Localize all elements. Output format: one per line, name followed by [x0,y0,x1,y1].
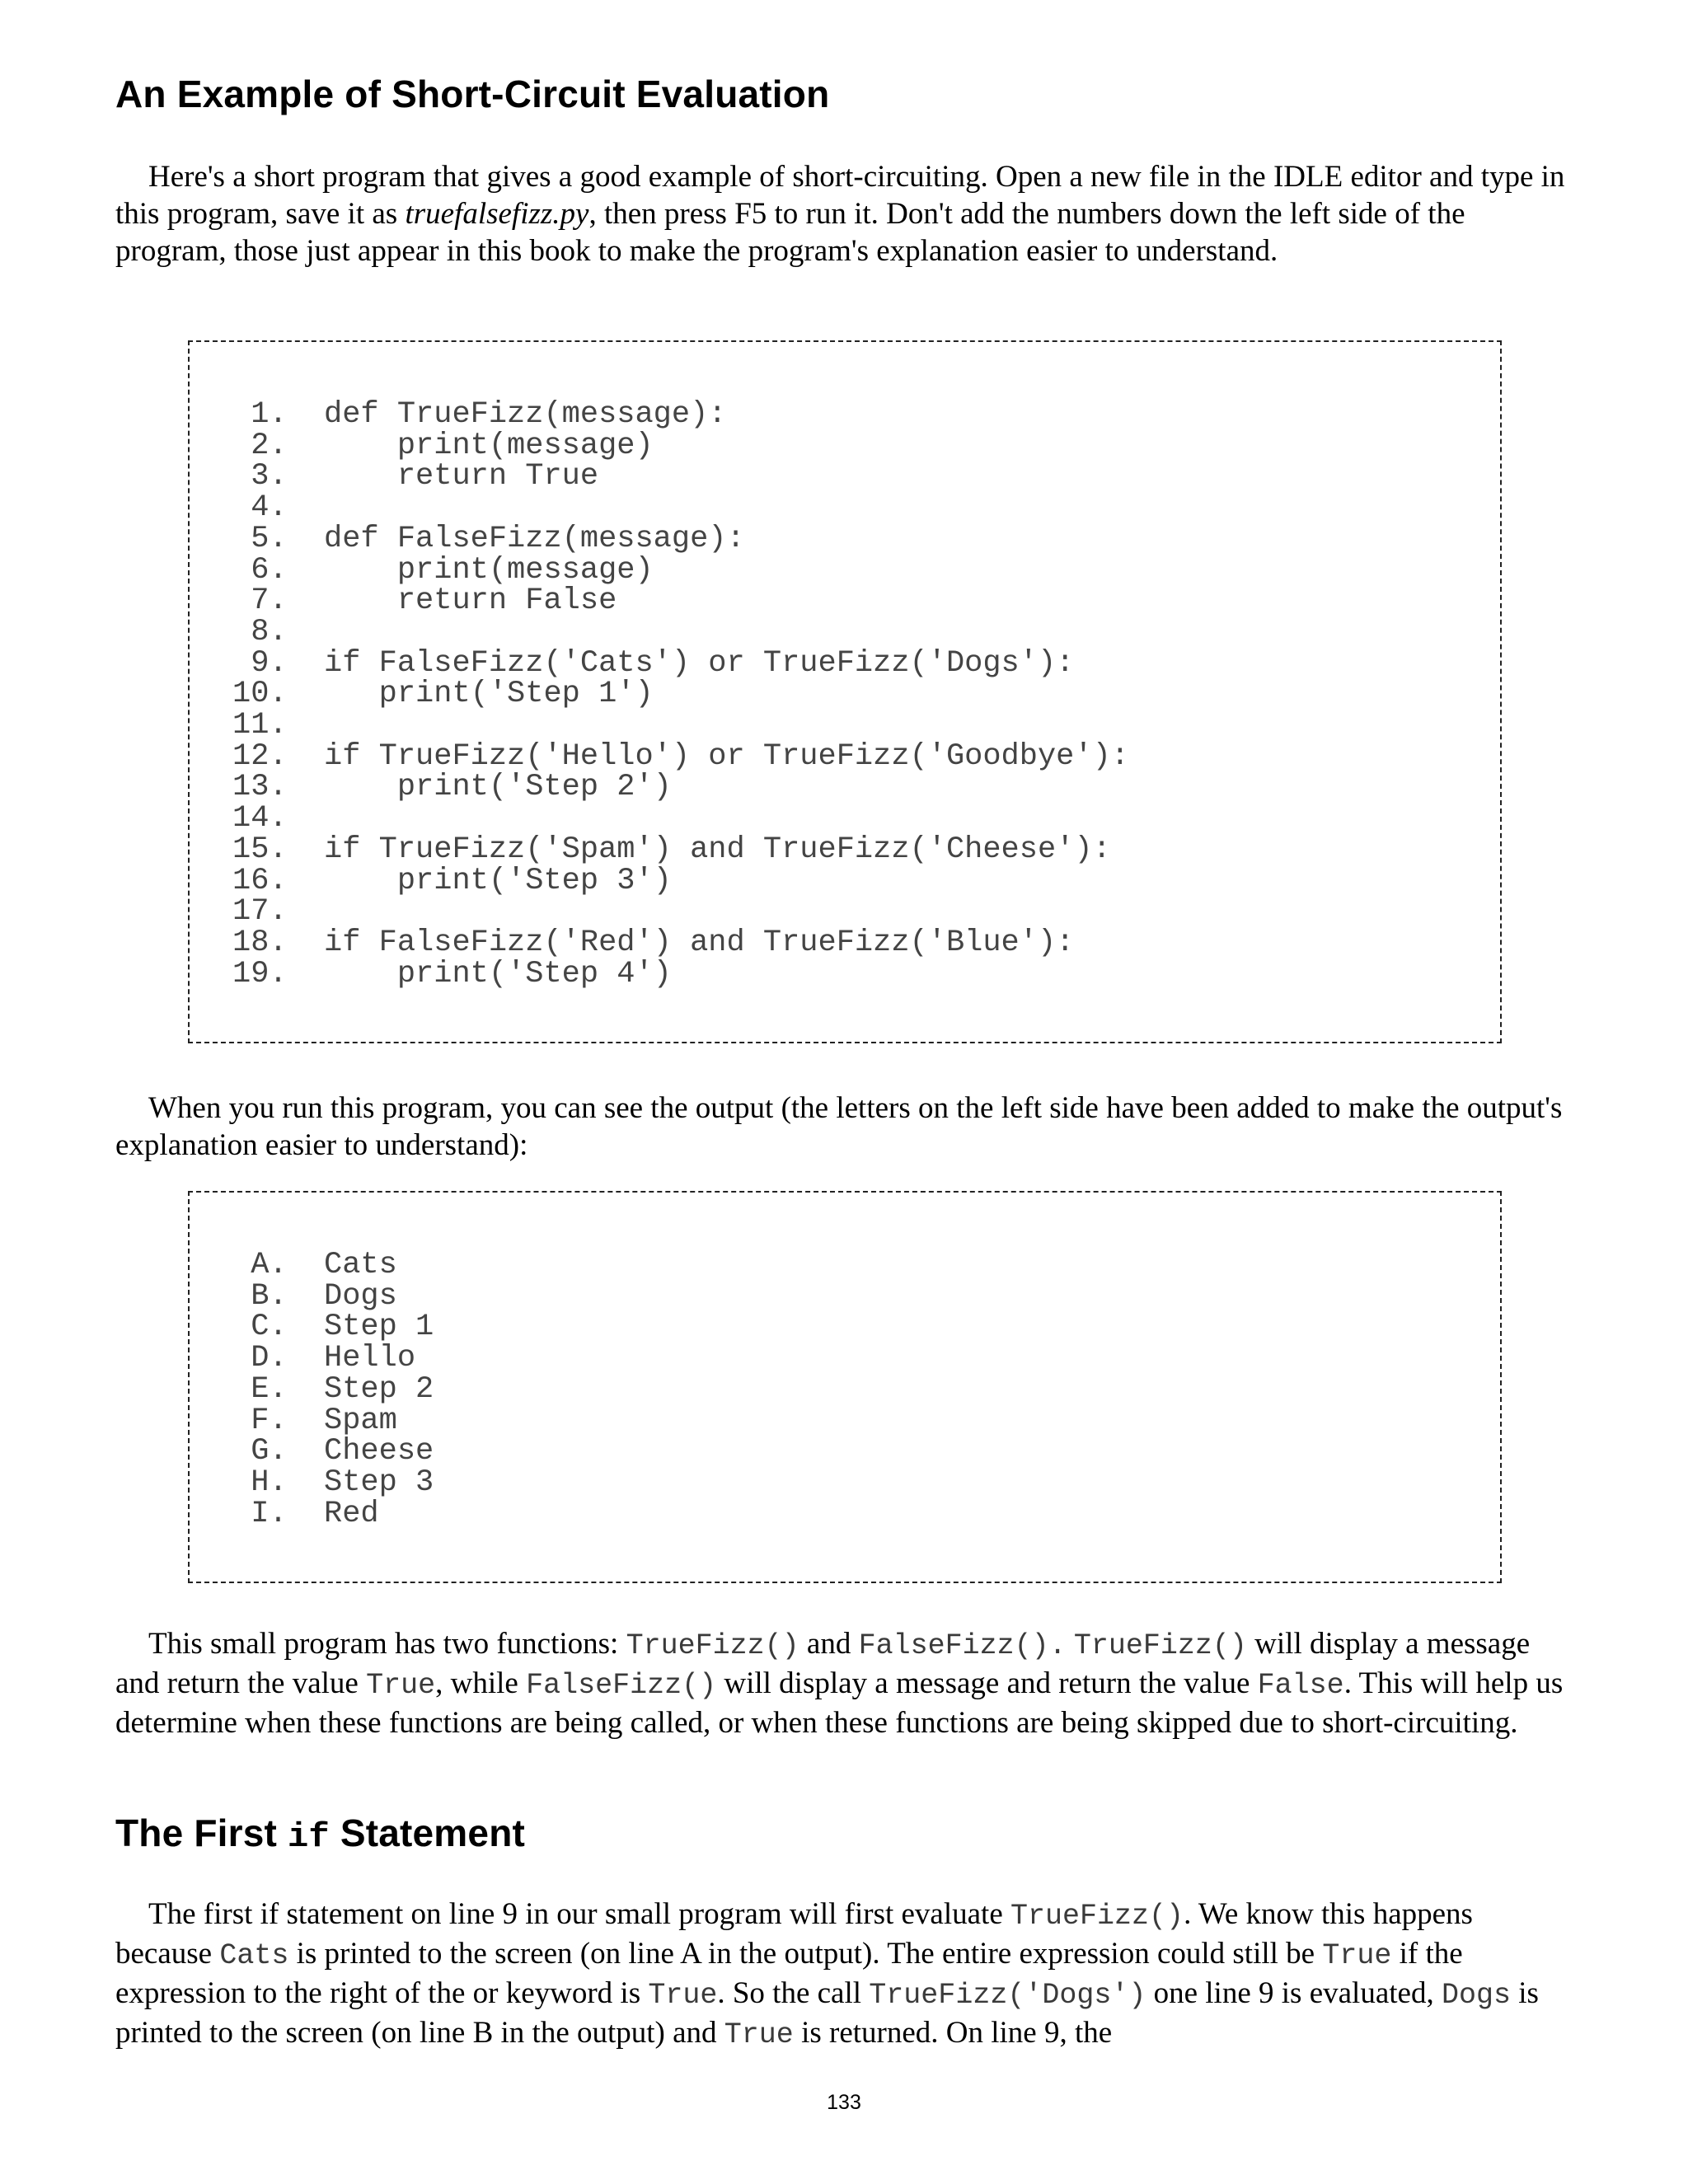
code-line: 18. if FalseFizz('Red') and TrueFizz('Blue'): [232,925,1075,960]
section-heading-first-if: The First if Statement [115,1811,526,1857]
code-line: 15. if TrueFizz('Spam') and TrueFizz('Cheese'): [232,832,1111,867]
output-line: I. Red [232,1496,379,1531]
inline-code: True [724,2018,794,2051]
output-line: H. Step 3 [232,1465,434,1500]
inline-code: True [366,1669,436,1702]
code-line: 13. print('Step 2') [232,770,672,805]
inline-code: TrueFizz('Dogs') [869,1979,1146,2012]
code-line: 14. [232,801,288,837]
inline-code: TrueFizz() [1010,1900,1184,1933]
code-line: 1. def TrueFizz(message): [232,397,727,432]
code-line: 6. print(message) [232,552,654,588]
first-if-paragraph: The first if statement on line 9 in our small program will first evaluate TrueFizz(). We know this happens because Cats is printed to the screen (on line A in the output). The entire expression could still be True if the expression to the right of the or keyword is True. So the call TrueFizz('Dogs') one line 9 is evaluated, Dogs is printed to the screen (on line B in the output) and True is returned. On line 9, the [115,1897,1539,2051]
inline-code: True [1322,1939,1392,1972]
code-listing [232,397,1129,991]
output-listing-box [188,1191,1502,1583]
output-listing [232,1250,434,1530]
output-intro-paragraph: When you run this program, you can see the output (the letters on the left side have been added to make the output's explanation easier to understand): [115,1091,1563,1162]
intro-paragraph: Here's a short program that gives a good example of short-circuiting. Open a new file in the IDLE editor and type in this program, save it as truefalsefizz.py, then press F5 to run it. Don't add the numbers down the left side of the program, those just appear in this book to make the program's explanation easier to understand. [115,160,1565,268]
code-line: 10. print('Step 1') [232,677,654,712]
page-number: 133 [827,2091,861,2114]
output-line: B. Dogs [232,1278,397,1314]
inline-code: FalseFizz() [526,1669,717,1702]
code-line: 11. [232,708,288,743]
file-name: truefalsefizz.py [405,197,589,231]
output-line: F. Spam [232,1403,397,1438]
output-line: C. Step 1 [232,1310,434,1345]
code-line: 19. print('Step 4') [232,956,672,991]
output-line: E. Step 2 [232,1371,434,1407]
code-line: 3. return True [232,459,599,494]
inline-code: TrueFizz() [1073,1629,1247,1662]
code-line: 5. def FalseFizz(message): [232,521,745,556]
heading-code: if [288,1817,330,1857]
inline-code: False [1257,1669,1344,1702]
code-line: 17. [232,894,288,930]
inline-code: True [648,1979,718,2012]
code-line: 9. if FalseFizz('Cats') or TrueFizz('Dogs'): [232,645,1075,681]
code-line: 8. [232,614,288,649]
output-line: D. Hello [232,1341,416,1376]
code-line: 16. print('Step 3') [232,863,672,898]
code-listing-box [188,340,1502,1043]
code-line: 2. print(message) [232,428,654,463]
inline-code: TrueFizz() [626,1629,799,1662]
code-line: 4. [232,490,288,526]
functions-paragraph: This small program has two functions: TrueFizz() and FalseFizz(). TrueFizz() will display a message and return the value True, while FalseFizz() will display a message and return the value False. This will help us determine when these functions are being called, or when these functions are being skipped due to short-circuiting. [115,1627,1564,1740]
code-line: 7. return False [232,583,617,619]
inline-code: Dogs [1441,1979,1511,2012]
section-heading-short-circuit: An Example of Short-Circuit Evaluation [115,73,830,115]
inline-code: Cats [219,1939,289,1972]
output-line: G. Cheese [232,1434,434,1469]
inline-code: FalseFizz(). [858,1629,1067,1662]
output-line: A. Cats [232,1248,397,1282]
code-line: 12. if TrueFizz('Hello') or TrueFizz('Goodbye'): [232,738,1129,774]
